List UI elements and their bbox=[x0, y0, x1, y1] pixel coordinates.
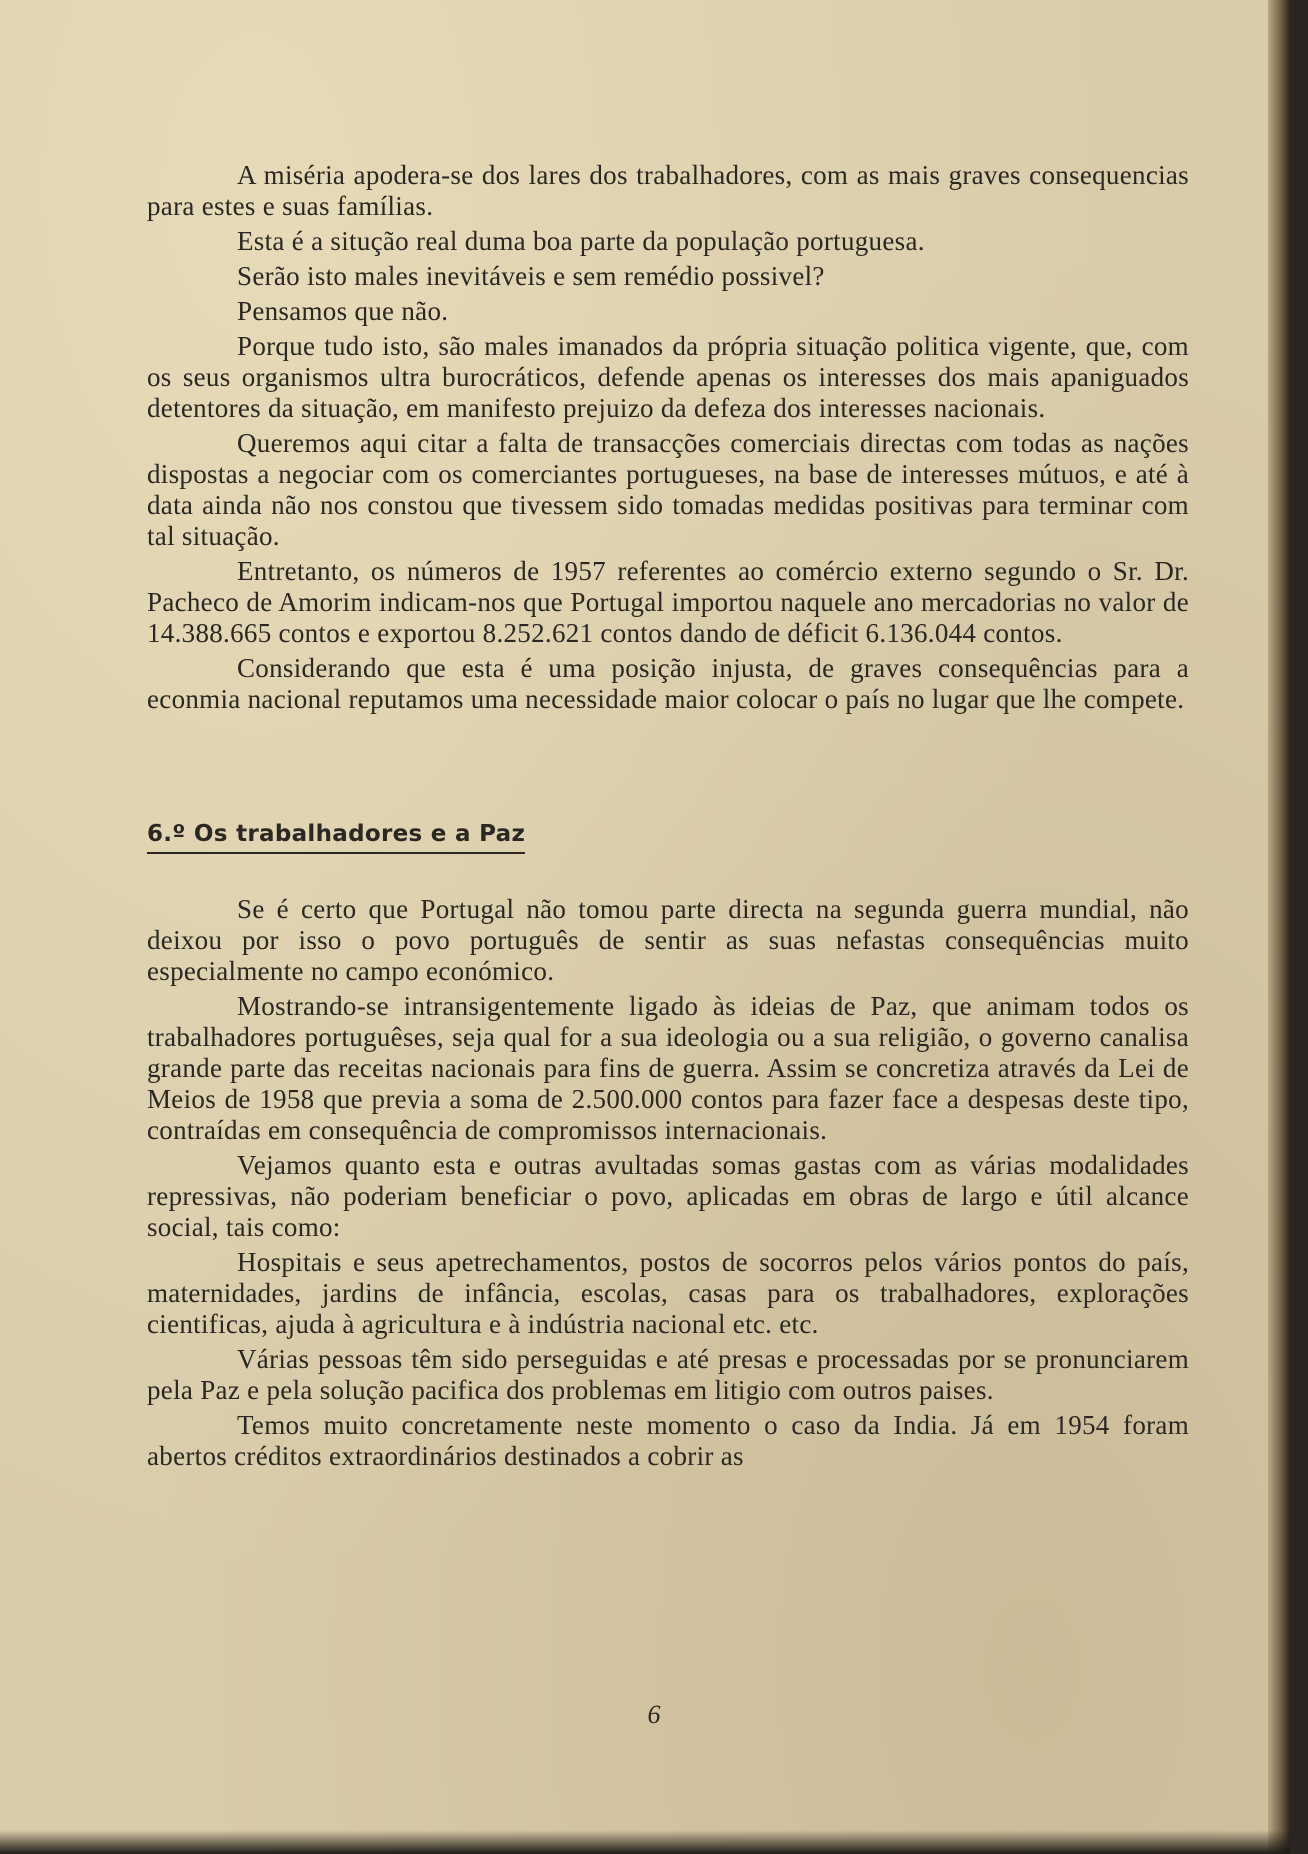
paragraph: Temos muito concretamente neste momento o caso da India. Já em 1954 foram abertos créditos extraordinários destinados a cobrir as bbox=[147, 1410, 1189, 1471]
paragraph: Pensamos que não. bbox=[237, 296, 449, 326]
paragraph: Mostrando-se intransigentemente ligado às ideias de Paz, que animam todos os trabalhadores portuguêses, seja qual for a sua ideologia ou a sua religião, o governo canalisa grande parte das receitas nacionais para fins de guerra. Assim se concretiza através da Lei de Meios de 1958 que previa a soma de 2.500.000 contos para fazer face a despesas deste tipo, contraídas em consequência de compromissos internacionais. bbox=[147, 991, 1189, 1145]
section-body bbox=[147, 894, 1189, 1472]
intro-section bbox=[147, 160, 1189, 715]
paragraph: Várias pessoas têm sido perseguidas e até presas e processadas por se pronunciarem pela Paz e pela solução pacifica dos problemas em litigio com outros paises. bbox=[147, 1344, 1189, 1405]
paragraph: Hospitais e seus apetrechamentos, postos de socorros pelos vários pontos do país, maternidades, jardins de infância, escolas, casas para os trabalhadores, explorações cientificas, ajuda à agricultura e à indústria nacional etc. etc. bbox=[147, 1247, 1189, 1339]
section-heading: 6.º Os trabalhadores e a Paz bbox=[147, 819, 525, 854]
paragraph: Considerando que esta é uma posição injusta, de graves consequências para a econmia nacional reputamos uma necessidade maior colocar o país no lugar que lhe compete. bbox=[147, 653, 1189, 714]
paragraph: Queremos aqui citar a falta de transacções comerciais directas com todas as nações dispostas a negociar com os comerciantes portugueses, na base de interesses mútuos, e até à data ainda não nos constou que tivessem sido tomadas medidas positivas para terminar com tal situação. bbox=[147, 428, 1189, 551]
paragraph: Se é certo que Portugal não tomou parte directa na segunda guerra mundial, não deixou por isso o povo português de sentir as suas nefastas consequências muito especialmente no campo económico. bbox=[147, 894, 1189, 986]
scanned-page-edge bbox=[1268, 0, 1290, 1854]
paragraph: Porque tudo isto, são males imanados da própria situação politica vigente, que, com os seus organismos ultra burocráticos, defende apenas os interesses dos mais apaniguados detentores da situação, em manifesto prejuizo da defeza dos interesses nacionais. bbox=[147, 331, 1189, 423]
paragraph: Vejamos quanto esta e outras avultadas somas gastas com as várias modalidades repressivas, não poderiam beneficiar o povo, aplicadas em obras de largo e útil alcance social, tais como: bbox=[147, 1150, 1189, 1242]
paragraph: Esta é a situção real duma boa parte da população portuguesa. bbox=[237, 226, 925, 256]
scanned-page-bottom-edge bbox=[0, 1830, 1290, 1854]
page-content bbox=[147, 160, 1189, 1476]
paragraph: Serão isto males inevitáveis e sem remédio possivel? bbox=[237, 261, 825, 291]
paragraph: A miséria apodera-se dos lares dos trabalhadores, com as mais graves consequencias para estes e suas famílias. bbox=[147, 160, 1189, 221]
page-number: 6 bbox=[647, 1700, 661, 1729]
paragraph: Entretanto, os números de 1957 referentes ao comércio externo segundo o Sr. Dr. Pacheco de Amorim indicam-nos que Portugal importou naquele ano mercadorias no valor de 14.388.665 contos e exportou 8.252.621 contos dando de déficit 6.136.044 contos. bbox=[147, 556, 1189, 648]
